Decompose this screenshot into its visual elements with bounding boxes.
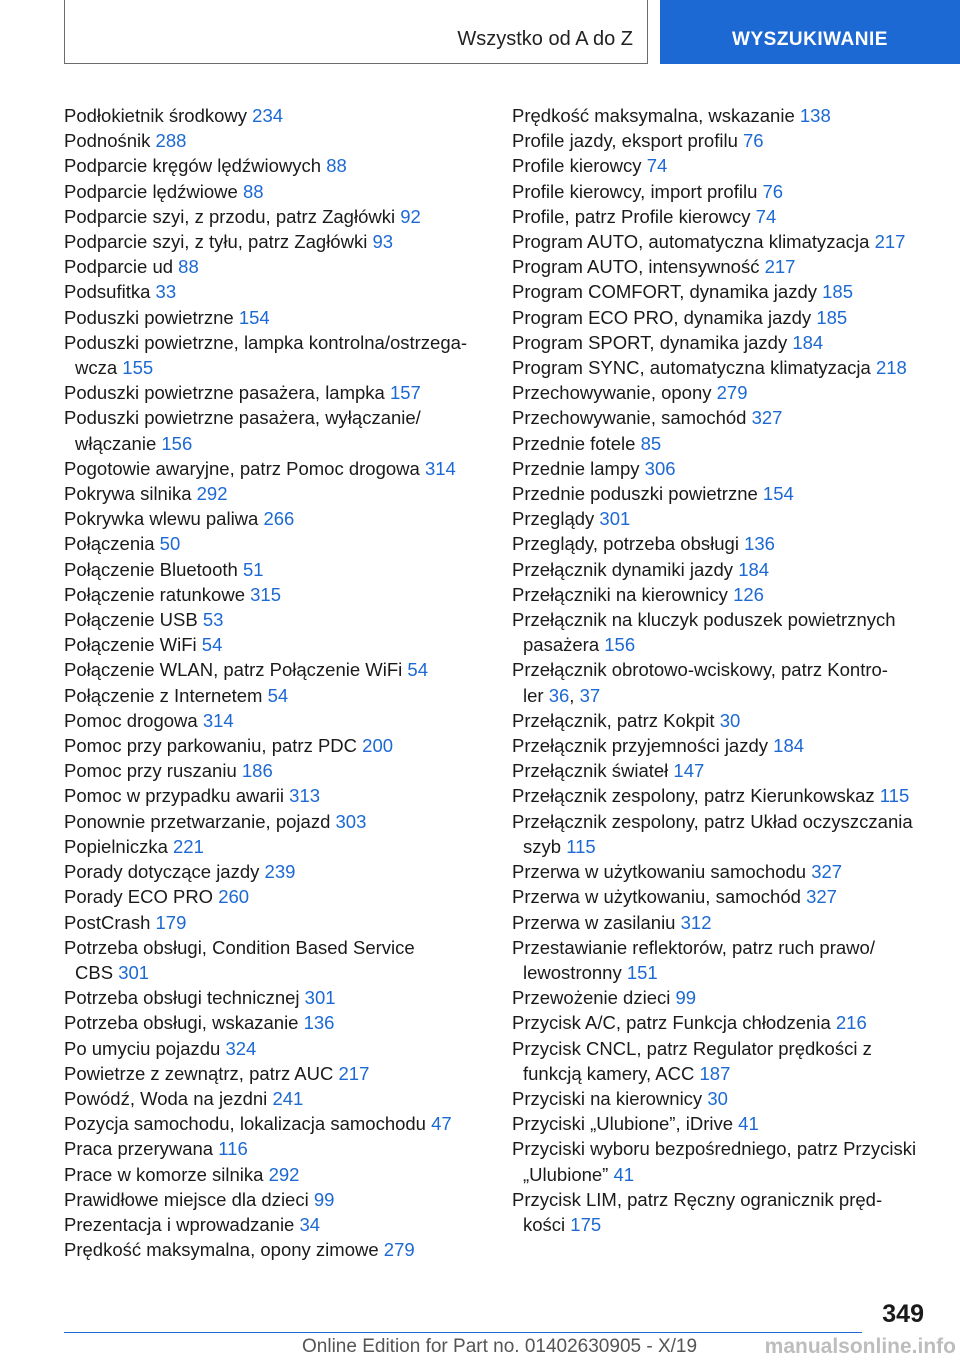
page-link[interactable]: 241	[272, 1087, 304, 1109]
index-entry	[64, 330, 484, 380]
index-entry-text: Przestawianie reflektorów, patrz ruch prawo/	[512, 936, 875, 958]
index-entry-text: Podparcie szyi, z tyłu, patrz Zagłówki	[64, 231, 368, 253]
search-tab-label: WYSZUKIWANIE	[732, 29, 888, 50]
page-link[interactable]: 234	[252, 105, 284, 126]
index-entry	[512, 1136, 932, 1186]
index-entry	[64, 783, 484, 808]
index-entry	[64, 1010, 484, 1035]
page-link[interactable]: 279	[716, 382, 748, 404]
index-entry-text: pasażera	[523, 634, 600, 656]
index-entry	[512, 405, 932, 430]
page-link[interactable]: 184	[738, 558, 770, 580]
index-entry-text: Przełącznik na kluczyk poduszek powietrznych	[512, 609, 896, 631]
index-entry-text: Połączenie USB	[64, 609, 198, 631]
index-entry-text: Przełącznik zespolony, patrz Kierunkowskaz	[512, 785, 875, 807]
index-entry	[512, 254, 932, 279]
page-link[interactable]: 314	[424, 457, 456, 479]
section-header	[64, 0, 648, 64]
index-entry	[512, 758, 932, 783]
index-entry-text: Powódź, Woda na jezdni	[64, 1087, 268, 1109]
index-entry	[512, 103, 932, 128]
page-link[interactable]: 217	[764, 256, 796, 278]
index-entry	[512, 708, 932, 733]
index-entry	[512, 985, 932, 1010]
page-link[interactable]: 292	[196, 483, 228, 505]
index-entry	[512, 229, 932, 254]
page-link[interactable]: 324	[225, 1037, 257, 1059]
page-link[interactable]: 185	[822, 281, 854, 303]
page-link[interactable]: 306	[644, 457, 676, 479]
index-entry	[64, 809, 484, 834]
page-link[interactable]: 92	[400, 205, 421, 227]
index-entry-text: Podnośnik	[64, 130, 151, 152]
index-entry	[512, 582, 932, 607]
page-link[interactable]: 279	[383, 1239, 415, 1261]
index-entry	[512, 809, 932, 859]
page-link[interactable]: 327	[806, 886, 837, 908]
page-link[interactable]: 260	[218, 886, 250, 908]
page-link[interactable]: 151	[626, 961, 658, 983]
index-entry	[64, 657, 484, 682]
page-link[interactable]: 156	[161, 432, 193, 454]
index-entry-text: Profile, patrz Profile kierowcy	[512, 205, 751, 227]
index-entry	[512, 153, 932, 178]
index-entry-text: Prawidłowe miejsce dla dzieci	[64, 1188, 309, 1210]
index-entry-text: Prace w komorze silnika	[64, 1163, 264, 1185]
index-entry-text: Przechowywanie, samochód	[512, 407, 747, 429]
index-entry-text: kości	[523, 1213, 566, 1235]
index-entry	[64, 582, 484, 607]
index-entry-text: Przerwa w użytkowaniu, samochód	[512, 886, 801, 908]
page-link[interactable]: 301	[599, 508, 631, 530]
index-entry-text: Przycisk CNCL, patrz Regulator prędkości z	[512, 1037, 872, 1059]
page-link[interactable]: 313	[289, 785, 321, 807]
page-link[interactable]: 76	[762, 180, 784, 202]
page-link[interactable]: 99	[675, 987, 697, 1009]
page-link[interactable]: 175	[570, 1213, 602, 1235]
page-link[interactable]: 301	[304, 987, 336, 1009]
page-link[interactable]: 315	[250, 583, 282, 605]
index-entry-text: ler	[523, 684, 544, 706]
index-entry-text: Pomoc w przypadku awarii	[64, 785, 285, 807]
index-entry-text: Podparcie lędźwiowe	[64, 180, 238, 202]
page-link[interactable]: 88	[326, 155, 347, 177]
index-entry	[64, 1237, 484, 1262]
page-link[interactable]: 155	[122, 357, 154, 379]
index-entry	[512, 179, 932, 204]
page-link[interactable]: 34	[299, 1213, 321, 1235]
index-entry-text: Poduszki powietrzne	[64, 306, 234, 328]
index-entry	[64, 456, 484, 481]
index-entry	[64, 1111, 484, 1136]
page-link[interactable]: 41	[738, 1113, 759, 1135]
index-entry-text: Prezentacja i wprowadzanie	[64, 1213, 295, 1235]
index-entry-text: Program ECO PRO, dynamika jazdy	[512, 306, 812, 328]
index-entry	[64, 128, 484, 153]
index-entry	[512, 456, 932, 481]
index-entry-text: Połączenie ratunkowe	[64, 583, 245, 605]
index-entry-text: Popielniczka	[64, 835, 168, 857]
page-link[interactable]: 157	[389, 382, 421, 404]
index-column-right	[512, 103, 932, 1237]
index-entry	[512, 330, 932, 355]
page-link[interactable]: 51	[242, 558, 264, 580]
index-entry-text: Przerwa w użytkowaniu samochodu	[512, 861, 807, 883]
index-entry-text: Przyciski na kierownicy	[512, 1087, 703, 1109]
page-link[interactable]: 33	[155, 281, 177, 303]
page-link[interactable]: 301	[118, 961, 150, 983]
page-link[interactable]: 239	[264, 861, 296, 883]
index-entry-text: Przełącznik dynamiki jazdy	[512, 558, 734, 580]
page-link[interactable]: 30	[707, 1087, 728, 1109]
index-entry-text: Podparcie ud	[64, 256, 174, 278]
page-link[interactable]: 41	[613, 1163, 635, 1185]
index-entry	[64, 1162, 484, 1187]
index-entry	[64, 1187, 484, 1212]
page-link[interactable]: 50	[159, 533, 181, 555]
index-entry	[64, 935, 484, 985]
page-link[interactable]: 85	[640, 432, 662, 454]
index-entry	[64, 204, 484, 229]
page-link[interactable]: 186	[241, 760, 273, 782]
index-entry-text: Poduszki powietrzne, lampka kontrolna/ostrzega‐	[64, 331, 468, 353]
index-entry-text: Przechowywanie, opony	[512, 382, 712, 404]
index-entry-text: Przełącznik zespolony, patrz Układ oczyszczania	[512, 810, 913, 832]
index-entry-text: Przyciski „Ulubione”, iDrive	[512, 1113, 734, 1135]
index-entry-text: Ponownie przetwarzanie, pojazd	[64, 810, 331, 832]
index-entry-text: Program SPORT, dynamika jazdy	[512, 331, 788, 353]
index-entry	[512, 128, 932, 153]
page-link[interactable]: 221	[173, 835, 204, 857]
index-entry	[64, 305, 484, 330]
index-entry-text: Podsufitka	[64, 281, 151, 303]
page-link[interactable]: 200	[362, 735, 394, 757]
index-entry-text: Przełącznik obrotowo-wciskowy, patrz Kontro‐	[512, 659, 888, 681]
page-link[interactable]: 154	[238, 306, 270, 328]
index-entry-text: Profile jazdy, eksport profilu	[512, 130, 738, 152]
page-link[interactable]: 136	[744, 533, 775, 555]
index-entry-text: Przewożenie dzieci	[512, 987, 671, 1009]
index-entry-text: Połączenie Bluetooth	[64, 558, 238, 580]
index-entry	[512, 1187, 932, 1237]
index-entry-text: Podparcie szyi, z przodu, patrz Zagłówki	[64, 205, 396, 227]
index-entry-text: Pomoc drogowa	[64, 709, 198, 731]
index-entry-text: Połączenie WLAN, patrz Połączenie WiFi	[64, 659, 403, 681]
index-entry	[64, 1136, 484, 1161]
index-entry-text: Przednie lampy	[512, 457, 640, 479]
search-tab[interactable]	[660, 0, 960, 64]
index-entry	[512, 783, 932, 808]
page-link[interactable]: 303	[335, 810, 367, 832]
index-entry-text: „Ulubione”	[523, 1163, 609, 1185]
index-entry-text: Pokrywka wlewu paliwa	[64, 508, 259, 530]
page-link[interactable]: 184	[773, 735, 805, 757]
page-link[interactable]: 54	[267, 684, 289, 706]
index-entry-text: Prędkość maksymalna, wskazanie	[512, 105, 795, 126]
page-link[interactable]: 156	[604, 634, 636, 656]
index-entry-text: Połączenia	[64, 533, 155, 555]
index-entry-text: Przeglądy	[512, 508, 595, 530]
page-link[interactable]: 54	[407, 659, 428, 681]
index-entry	[64, 683, 484, 708]
index-entry	[64, 506, 484, 531]
index-entry	[512, 355, 932, 380]
index-entry-text: Przeglądy, potrzeba obsługi	[512, 533, 739, 555]
page-link[interactable]: 93	[372, 231, 394, 253]
index-entry-text: Pokrywa silnika	[64, 483, 192, 505]
page-link[interactable]: 184	[792, 331, 824, 353]
index-entry	[512, 305, 932, 330]
page-link[interactable]: 218	[875, 357, 907, 379]
index-entry	[512, 935, 932, 985]
index-entry-text: Program SYNC, automatyczna klimatyzacja	[512, 357, 871, 379]
index-entry-text: Przyciski wyboru bezpośredniego, patrz Przyciski	[512, 1138, 917, 1160]
page-link[interactable]: 187	[699, 1062, 731, 1084]
index-entry	[512, 1036, 932, 1086]
index-entry	[64, 834, 484, 859]
index-entry	[64, 380, 484, 405]
page-link[interactable]: 115	[879, 785, 910, 807]
index-entry	[64, 1036, 484, 1061]
page-link[interactable]: 314	[202, 709, 234, 731]
index-entry	[64, 481, 484, 506]
page-link[interactable]: 116	[218, 1138, 248, 1160]
index-entry-text: Potrzeba obsługi technicznej	[64, 987, 300, 1009]
page-link[interactable]: 179	[155, 911, 187, 933]
index-entry-text: CBS	[75, 961, 114, 983]
index-entry	[512, 1010, 932, 1035]
index-entry-text: Profile kierowcy	[512, 155, 642, 177]
index-entry-text: Powietrze z zewnątrz, patrz AUC	[64, 1062, 334, 1084]
index-entry-text: Przełączniki na kierownicy	[512, 583, 728, 605]
page-link[interactable]: 136	[303, 1012, 335, 1034]
index-entry	[64, 103, 484, 128]
index-entry	[64, 153, 484, 178]
page-link[interactable]: 36	[548, 684, 570, 706]
index-entry-text: Przełącznik przyjemności jazdy	[512, 735, 769, 757]
page-link[interactable]: 99	[313, 1188, 335, 1210]
index-entry-text: Poduszki powietrzne pasażera, lampka	[64, 382, 385, 404]
index-entry-text: Porady dotyczące jazdy	[64, 861, 260, 883]
index-entry-text: Przełącznik, patrz Kokpit	[512, 709, 715, 731]
page-link[interactable]: 126	[733, 583, 764, 605]
index-entry	[64, 910, 484, 935]
index-entry	[64, 859, 484, 884]
index-entry-text: Profile kierowcy, import profilu	[512, 180, 758, 202]
page-link[interactable]: 185	[816, 306, 848, 328]
page-link[interactable]: 37	[579, 684, 601, 706]
page-link[interactable]: 88	[178, 256, 199, 278]
edition-text: Online Edition for Part no. 01402630905 - X/19	[302, 1336, 698, 1357]
index-entry	[64, 607, 484, 632]
index-entry: Przełącznik obrotowo-wciskowy, patrz Kontro‐ ler 36, 37	[512, 659, 888, 706]
page-link[interactable]: 217	[874, 231, 906, 253]
index-entry-text: Połączenie WiFi	[64, 634, 197, 656]
index-column-left	[64, 103, 484, 1262]
index-entry	[512, 279, 932, 304]
index-entry-text: Potrzeba obsługi, wskazanie	[64, 1012, 299, 1034]
index-entry	[512, 531, 932, 556]
index-entry-text: wcza	[75, 357, 118, 379]
page-link[interactable]: 327	[811, 861, 843, 883]
index-entry	[512, 481, 932, 506]
index-entry	[512, 557, 932, 582]
index-entry-text: Program COMFORT, dynamika jazdy	[512, 281, 817, 303]
page-link[interactable]: 138	[799, 105, 831, 126]
page-link[interactable]: 54	[201, 634, 223, 656]
footer-divider	[64, 1332, 862, 1333]
index-entry-text: Praca przerywana	[64, 1138, 214, 1160]
index-entry-text: Program AUTO, automatyczna klimatyzacja	[512, 231, 870, 253]
index-entry	[64, 1086, 484, 1111]
page-link[interactable]: 288	[155, 130, 187, 152]
index-entry-text: Przycisk A/C, patrz Funkcja chłodzenia	[512, 1012, 831, 1034]
index-entry	[64, 279, 484, 304]
index-entry-text: Program AUTO, intensywność	[512, 256, 760, 278]
index-entry	[64, 557, 484, 582]
index-entry	[64, 758, 484, 783]
index-entry-text: Porady ECO PRO	[64, 886, 214, 908]
index-entry	[512, 431, 932, 456]
index-entry	[64, 884, 484, 909]
index-entry-text: Przełącznik świateł	[512, 760, 669, 782]
index-entry	[64, 229, 484, 254]
index-entry-text: Przycisk LIM, patrz Ręczny ogranicznik pręd‐	[512, 1188, 883, 1210]
index-entry	[512, 859, 932, 884]
page-link[interactable]: 76	[743, 130, 764, 152]
index-entry-text: Poduszki powietrzne pasażera, wyłączanie/	[64, 407, 421, 429]
index-entry	[512, 204, 932, 229]
index-entry	[64, 1212, 484, 1237]
index-entry	[512, 506, 932, 531]
index-entry	[512, 380, 932, 405]
index-entry	[64, 708, 484, 733]
index-entry-text: Podłokietnik środkowy	[64, 105, 248, 126]
index-entry-text: funkcją kamery, ACC	[523, 1062, 695, 1084]
index-entry	[512, 607, 932, 657]
index-entry	[512, 884, 932, 909]
index-entry-text: Przednie poduszki powietrzne	[512, 483, 758, 505]
page-link[interactable]: 30	[719, 709, 741, 731]
index-entry-text: Przednie fotele	[512, 432, 636, 454]
index-entry	[64, 179, 484, 204]
index-entry-text: Przerwa w zasilaniu	[512, 911, 676, 933]
index-entry-text: lewostronny	[523, 961, 622, 983]
page-link[interactable]: 312	[680, 911, 712, 933]
page-link[interactable]: 53	[202, 609, 224, 631]
page-link[interactable]: 327	[751, 407, 783, 429]
section-title: Wszystko od A do Z	[457, 28, 633, 50]
page-link[interactable]: 217	[338, 1062, 370, 1084]
index-entry	[64, 405, 484, 455]
index-entry	[512, 910, 932, 935]
page-link[interactable]: 115	[566, 835, 596, 857]
page-link[interactable]: 216	[835, 1012, 867, 1034]
page-link[interactable]: 154	[762, 483, 794, 505]
index-entry-text: włączanie	[75, 432, 157, 454]
index-entry-text: Pogotowie awaryjne, patrz Pomoc drogowa	[64, 457, 420, 479]
index-entry-text: Potrzeba obsługi, Condition Based Service	[64, 936, 415, 958]
index-entry	[512, 1086, 932, 1111]
page-number: 349	[882, 1300, 924, 1328]
index-entry-text: Prędkość maksymalna, opony zimowe	[64, 1239, 379, 1261]
index-entry	[64, 733, 484, 758]
page-link[interactable]: 74	[646, 155, 668, 177]
page-link[interactable]: 266	[263, 508, 295, 530]
index-entry-text: PostCrash	[64, 911, 151, 933]
index-entry	[512, 1111, 932, 1136]
index-entry-text: Podparcie kręgów lędźwiowych	[64, 155, 322, 177]
index-entry	[64, 632, 484, 657]
page-link[interactable]: 88	[242, 180, 264, 202]
page-link[interactable]: 147	[673, 760, 705, 782]
index-entry-text: Pomoc przy ruszaniu	[64, 760, 237, 782]
index-entry	[512, 733, 932, 758]
index-entry	[64, 254, 484, 279]
index-entry	[64, 985, 484, 1010]
index-entry-text: Pozycja samochodu, lokalizacja samochodu	[64, 1113, 426, 1135]
index-entry	[64, 1061, 484, 1086]
index-entry	[64, 531, 484, 556]
watermark: manualsonline.info	[764, 1335, 956, 1358]
page-link[interactable]: 292	[268, 1163, 300, 1185]
page-link[interactable]: 74	[755, 205, 777, 227]
index-entry-text: szyb	[523, 835, 562, 857]
index-entry-text: Pomoc przy parkowaniu, patrz PDC	[64, 735, 358, 757]
index-entry-text: Po umyciu pojazdu	[64, 1037, 221, 1059]
page-link[interactable]: 47	[431, 1113, 452, 1135]
index-entry-text: Połączenie z Internetem	[64, 684, 263, 706]
